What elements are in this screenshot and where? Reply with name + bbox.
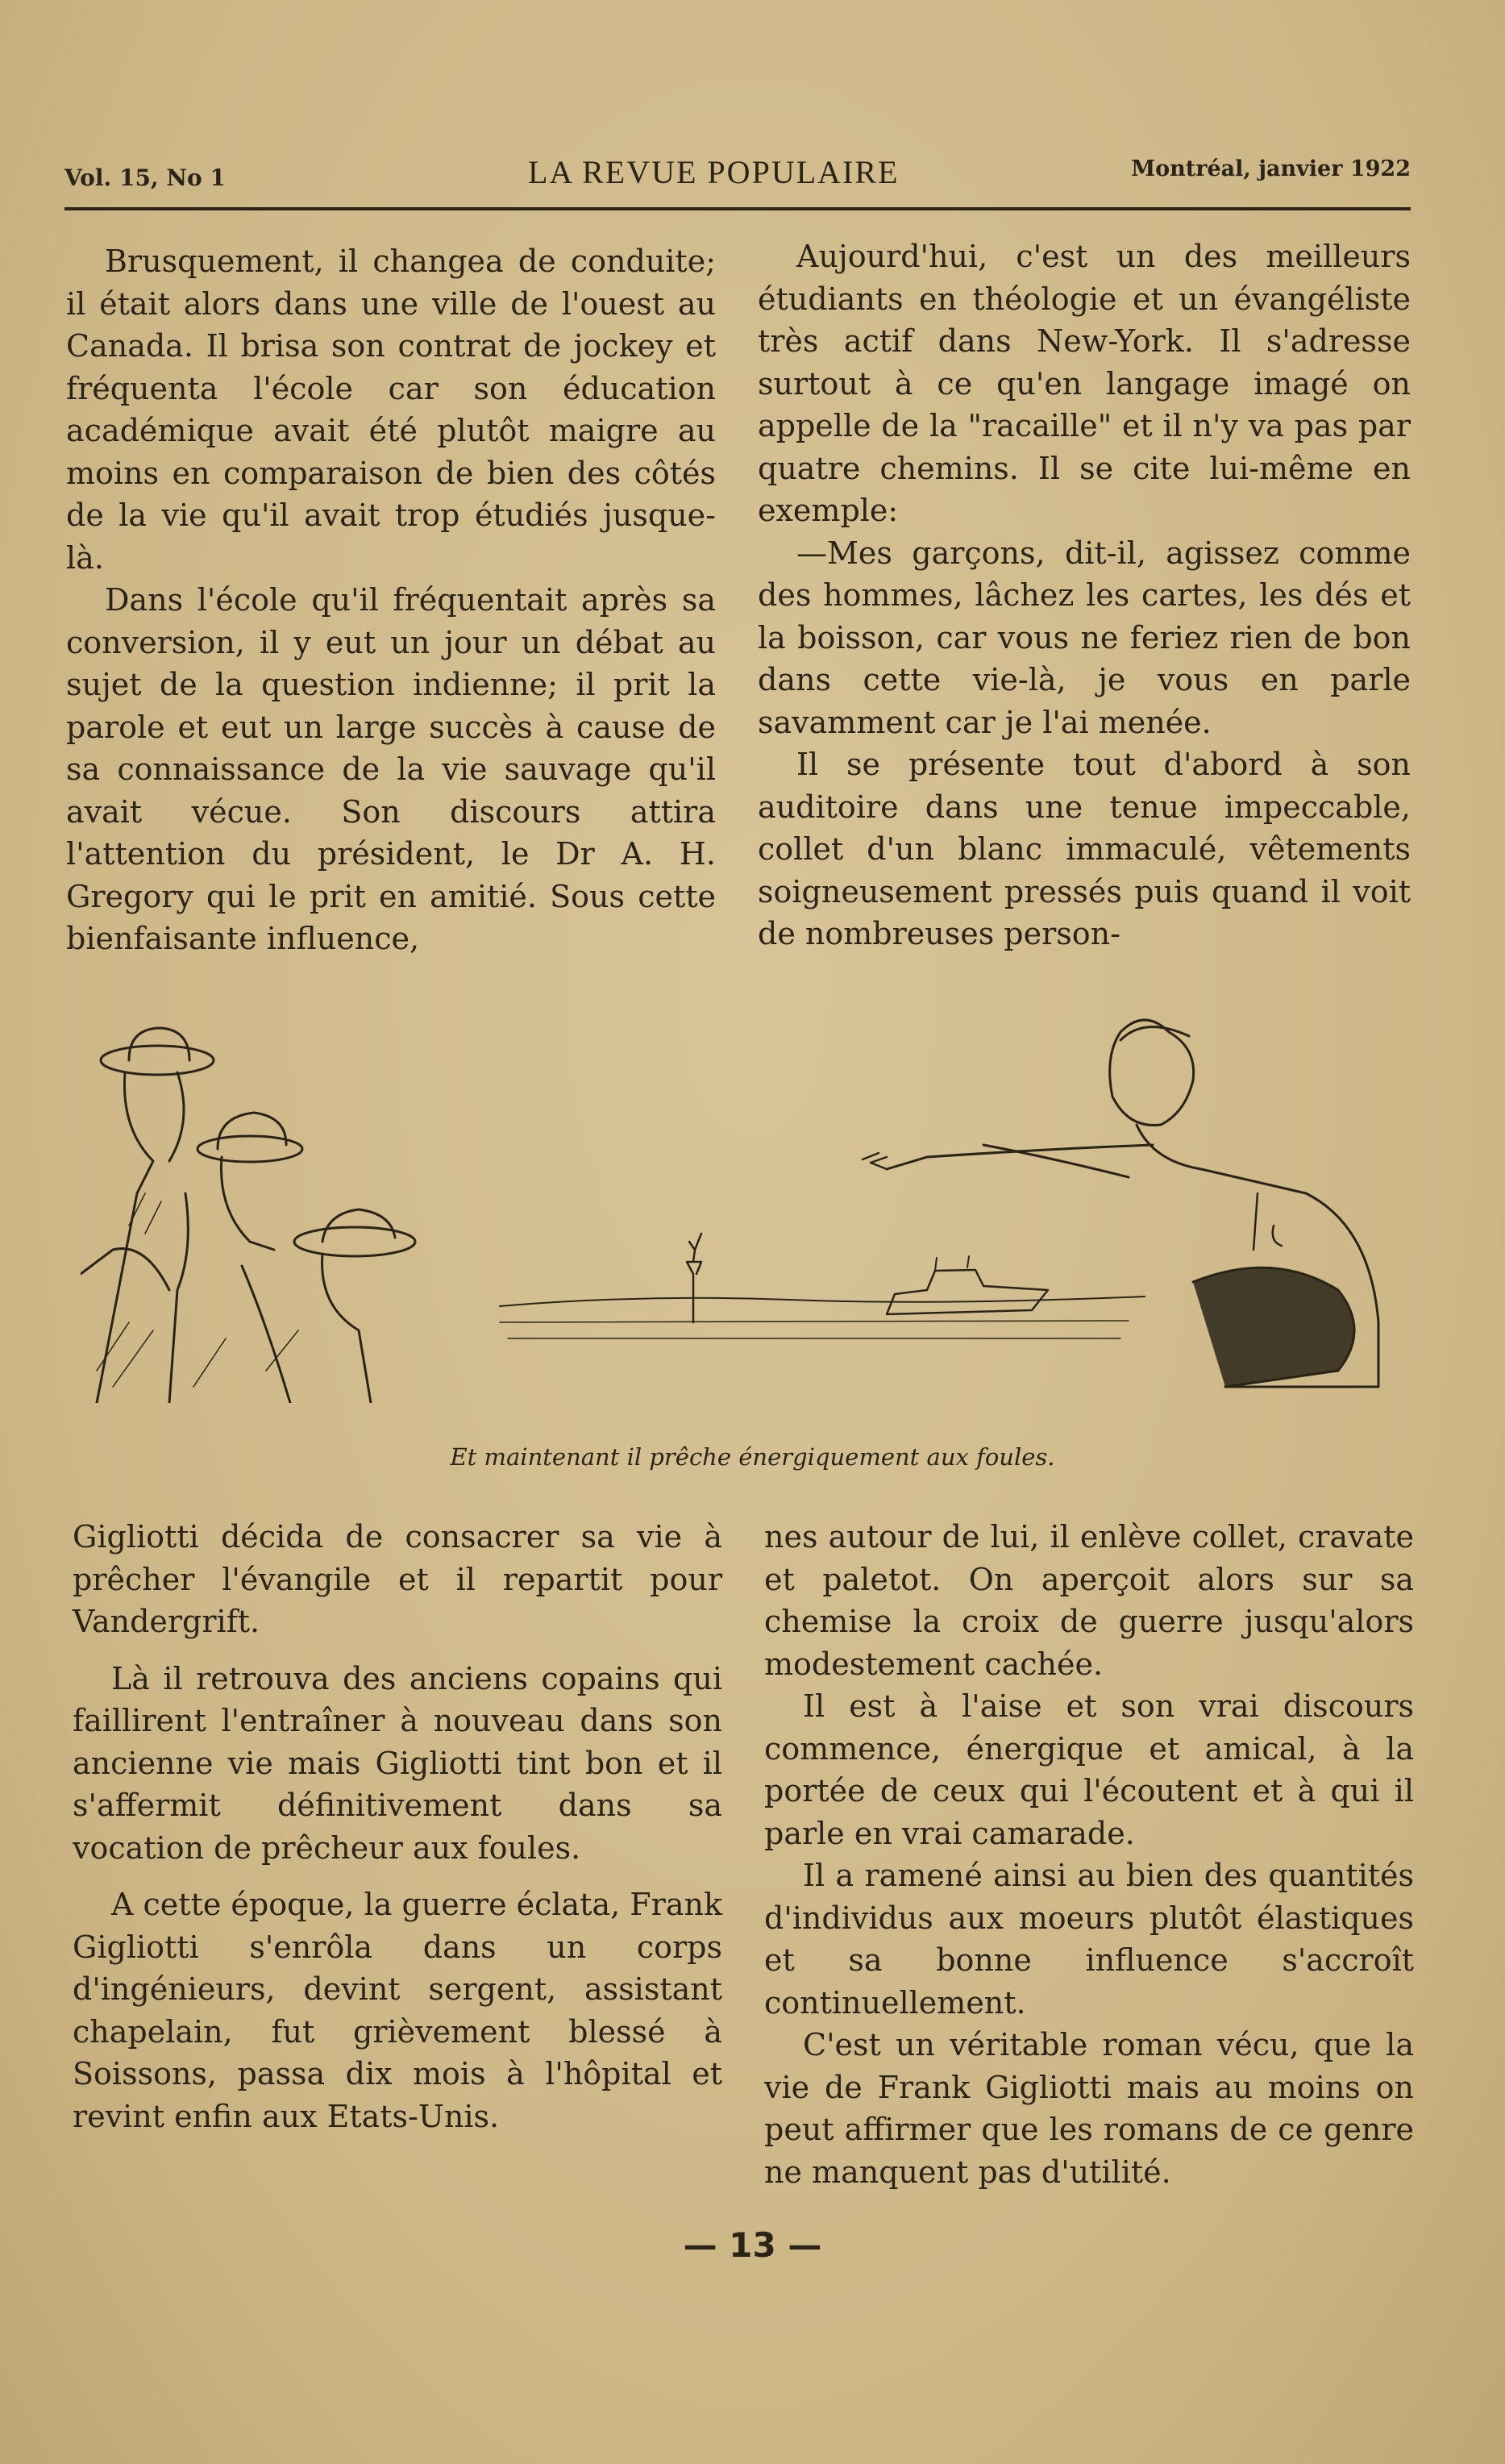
magazine-title: LA REVUE POPULAIRE	[528, 154, 900, 190]
paragraph: Il se présente tout d'abord à son auditoire dans une tenue impeccable, collet d'un blanc immaculé, vêtements soigneusement pressés puis quand il voit de nombreuses person-	[758, 747, 1411, 951]
volume-number: Vol. 15, No 1	[64, 164, 226, 191]
paragraph: Il a ramené ainsi au bien des quantités d'individus aux moeurs plutôt élastiques et sa bonne influence s'accroît continuellement.	[764, 1858, 1414, 2021]
issue-date: Montréal, janvier 1922	[1131, 156, 1411, 181]
paragraph: Brusquement, il changea de conduite; il était alors dans une ville de l'ouest au Canada. Il brisa son contrat de jockey et fréquenta l'école car son éducation académique avait été plutôt maigre au moins en comparaison de bien des côtés de la vie qu'il avait trop étudiés jusque-là.	[66, 243, 716, 576]
paragraph: Aujourd'hui, c'est un des meilleurs étudiants en théologie et un évangéliste très actif dans New-York. Il s'adresse surtout à ce qu'en langage imagé on appelle de la "racaille" et il n'y va pas par quatre chemins. Il se cite lui-même en exemple:	[758, 239, 1411, 528]
column-bottom-right	[764, 1516, 1414, 2193]
illustration-caption: Et maintenant il prêche énergiquement aux foules.	[450, 1443, 1055, 1471]
column-top-right	[758, 235, 1411, 955]
paragraph: Il est à l'aise et son vrai discours commence, énergique et amical, à la portée de ceux qui l'écoutent et à qui il parle en vrai camarade.	[764, 1688, 1414, 1851]
running-header	[64, 153, 1411, 202]
column-top-left	[66, 240, 716, 960]
header-rule	[64, 207, 1411, 210]
page-number: — 13 —	[683, 2225, 822, 2265]
paragraph: Dans l'école qu'il fréquentait après sa conversion, il y eut un jour un débat au sujet de la question indienne; il prit la parole et eut un large succès à cause de sa connaissance de la vie sauvage qu'il avait vécue. Son discours attira l'attention du président, le Dr A. H. Gregory qui le prit en amitié. Sous cette bienfaisante influence,	[66, 582, 716, 956]
paragraph: —Mes garçons, dit-il, agissez comme des hommes, lâchez les cartes, les dés et la boisson, car vous ne feriez rien de bon dans cette vie-là, je vous en parle savamment car je l'ai menée.	[758, 535, 1411, 740]
paragraph: Gigliotti décida de consacrer sa vie à prêcher l'évangile et il repartit pour Vandergrift.	[73, 1519, 722, 1639]
paragraph: A cette époque, la guerre éclata, Frank Gigliotti s'enrôla dans un corps d'ingénieurs, devint sergent, assistant chapelain, fut grièvement blessé à Soissons, passa dix mois à l'hôpital et revint enfin aux Etats-Unis.	[73, 1887, 722, 2134]
paragraph: nes autour de lui, il enlève collet, cravate et paletot. On aperçoit alors sur sa chemise la croix de guerre jusqu'alors modestement cachée.	[764, 1519, 1414, 1682]
column-bottom-left	[73, 1516, 722, 2137]
paragraph: Là il retrouva des anciens copains qui faillirent l'entraîner à nouveau dans son ancienne vie mais Gigliotti tint bon et il s'affermit définitivement dans sa vocation de prêcheur aux foules.	[73, 1660, 722, 1866]
paragraph: C'est un véritable roman vécu, que la vie de Frank Gigliotti mais au moins on peut affirmer que les romans de ce genre ne manquent pas d'utilité.	[764, 2027, 1414, 2190]
preacher-illustration	[81, 984, 1411, 1403]
